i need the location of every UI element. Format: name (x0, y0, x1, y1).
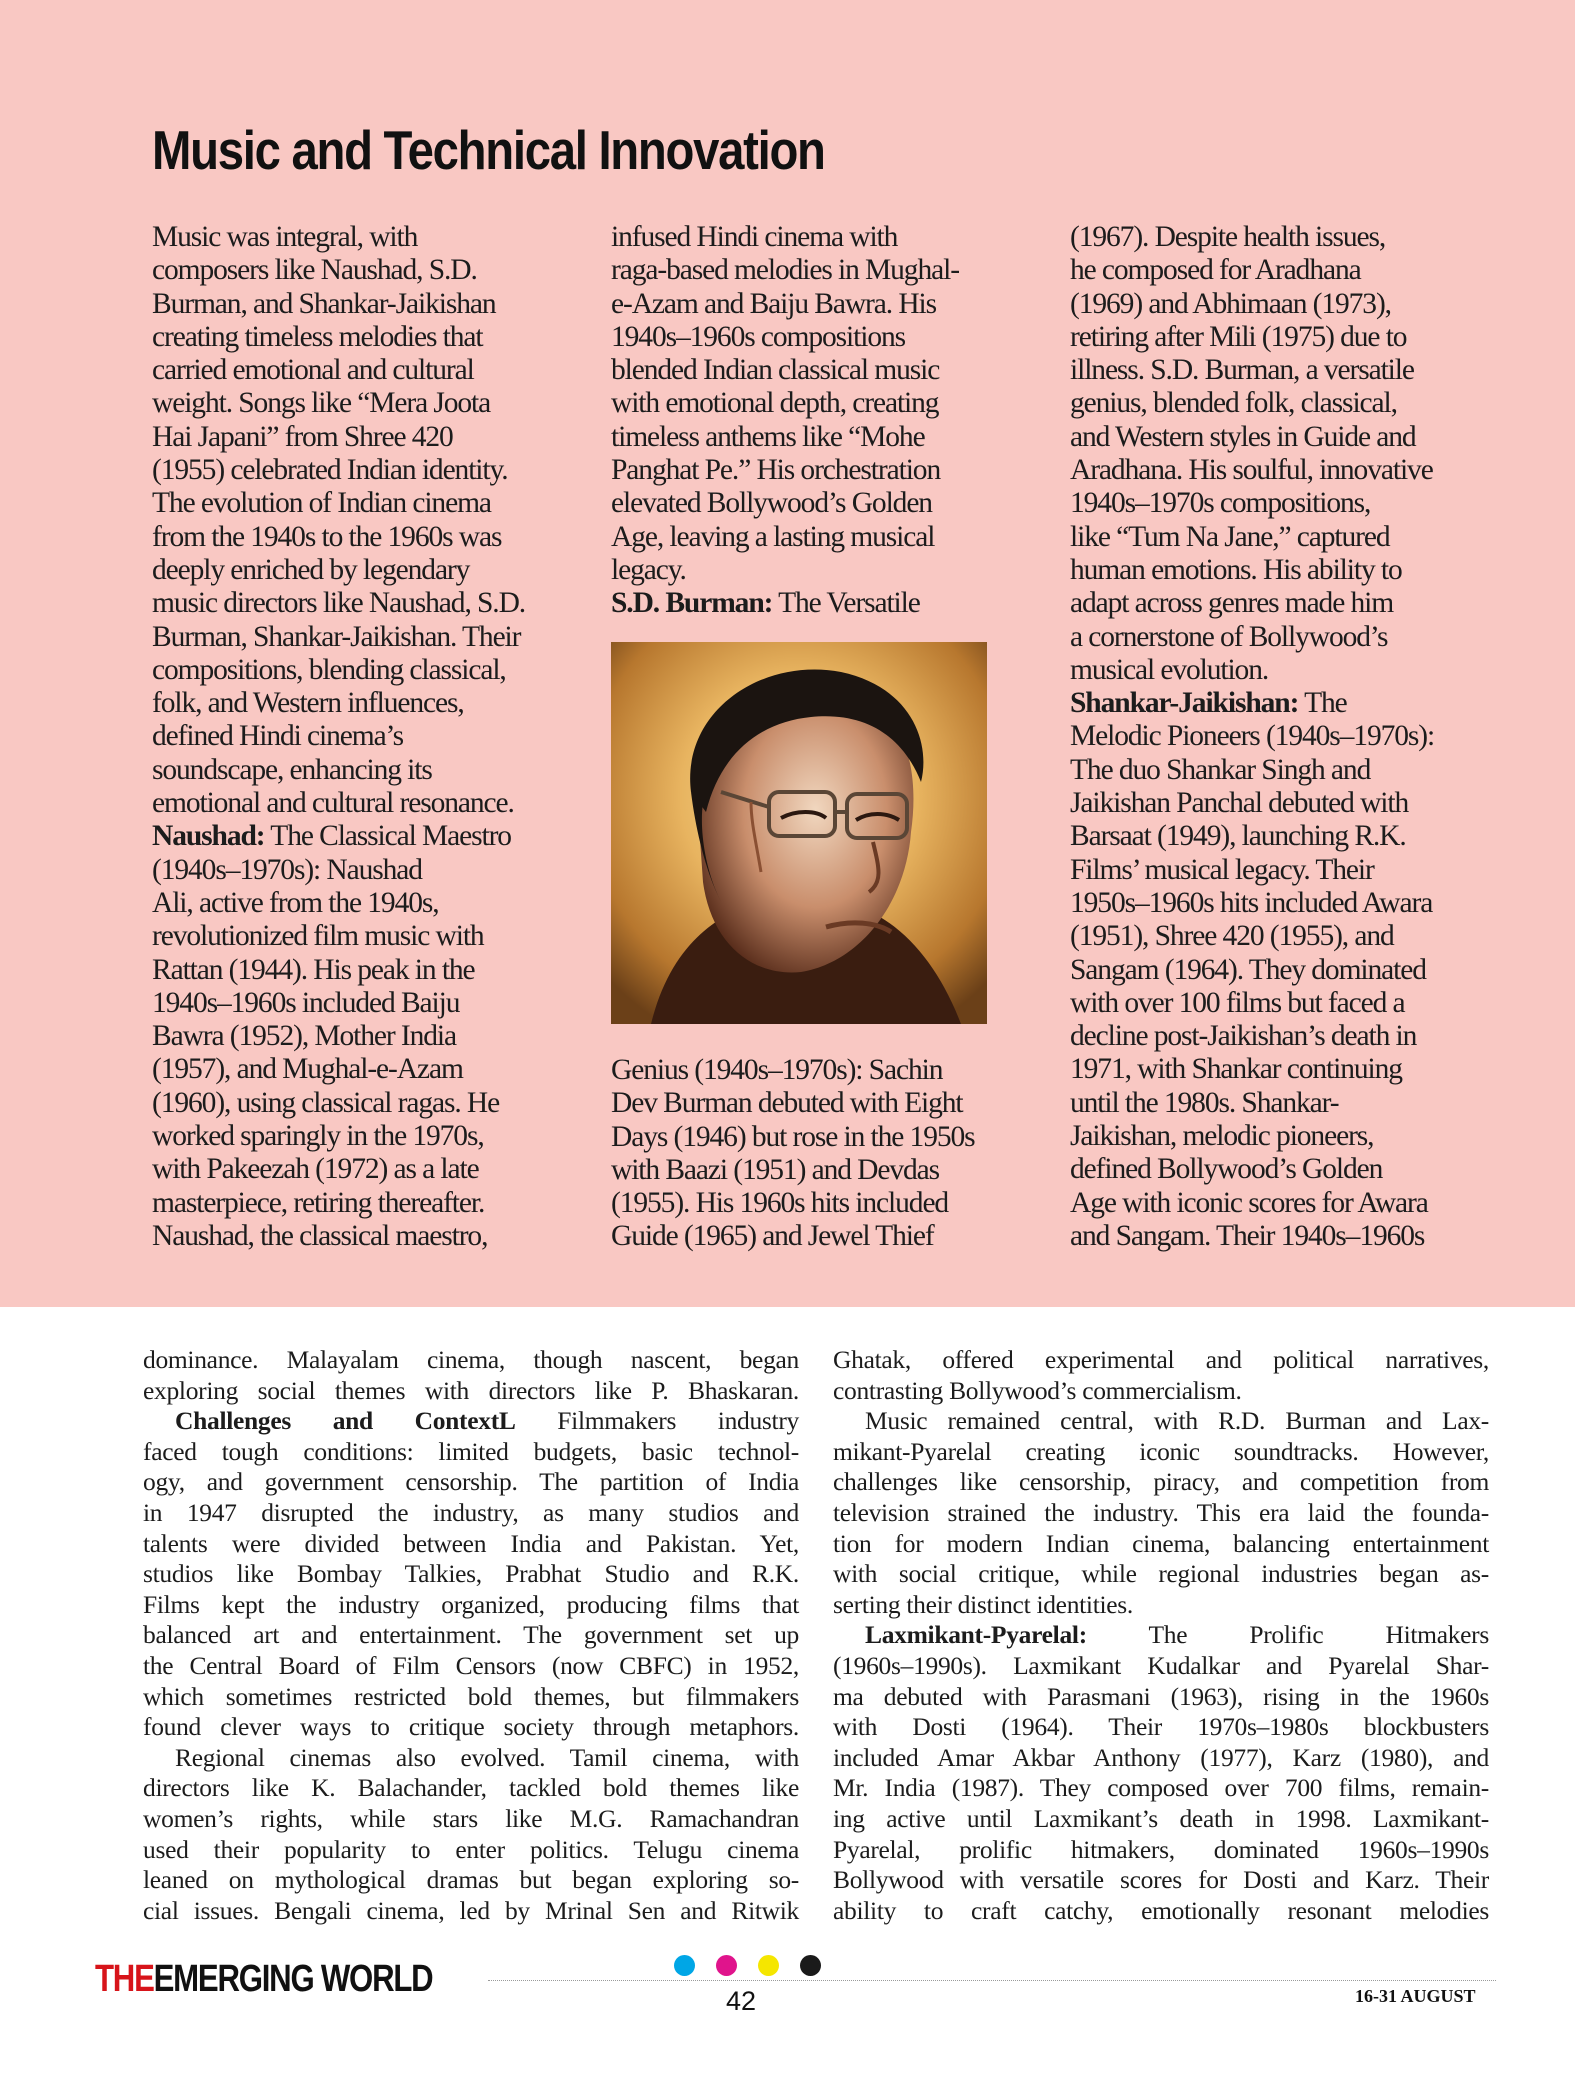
text-line: folk, and Western influences, (152, 687, 464, 720)
sd-burman-line-heading: S.D. Burman: (611, 587, 773, 620)
box-column-2-continued (611, 1054, 975, 1254)
text-line: from the 1940s to the 1960s was (152, 520, 502, 553)
shankar-line (1070, 687, 1500, 720)
text-line: included Amar Akbar Anthony (1977), Karz (1980), and (833, 1742, 1489, 1772)
text-line: a cornerstone of Bollywood’s (1070, 620, 1388, 653)
text-line: genius, blended folk, classical, (1070, 387, 1397, 420)
text-line: the Central Board of Film Censors (now CBFC) in 1952, (143, 1650, 799, 1680)
logo-emerging-world: EMERGING WORLD (153, 1958, 433, 2000)
cyan-dot (674, 1955, 695, 1976)
text-line: (1960s–1990s). Laxmikant Kudalkar and Pyarelal Shar- (833, 1650, 1489, 1680)
text-line: Rattan (1944). His peak in the (152, 953, 475, 986)
text-line: Regional cinemas also evolved. Tamil cinema, with (175, 1742, 799, 1772)
text-line: ability to craft catchy, emotionally resonant melodies (833, 1895, 1489, 1925)
text-line: musical evolution. (1070, 653, 1269, 686)
text-line: serting their distinct identities. (833, 1589, 1133, 1619)
sd-burman-portrait (611, 642, 987, 1024)
text-line: and Western styles in Guide and (1070, 420, 1416, 453)
text-line: Pyarelal, prolific hitmakers, dominated 1960s–1990s (833, 1834, 1489, 1864)
text-line: ing active until Laxmikant’s death in 1998. Laxmikant- (833, 1803, 1489, 1833)
text-line: Mr. India (1987). They composed over 700 films, remain- (833, 1773, 1489, 1803)
text-line: deeply enriched by legendary (152, 553, 470, 586)
text-line: Films kept the industry organized, producing films that (143, 1589, 799, 1619)
text-line: he composed for Aradhana (1070, 254, 1361, 287)
text-line: creating timeless melodies that (152, 320, 483, 353)
text-line: balanced art and entertainment. The government set up (143, 1620, 799, 1650)
text-line: which sometimes restricted bold themes, but filmmakers (143, 1681, 799, 1711)
sd-burman-line (611, 587, 1031, 620)
text-line: Jaikishan Panchal debuted with (1070, 787, 1409, 820)
text-line: Sangam (1964). They dominated (1070, 953, 1426, 986)
text-line: Bollywood with versatile scores for Dosti and Karz. Their (833, 1865, 1489, 1895)
text-line: used their popularity to enter politics. Telugu cinema (143, 1834, 799, 1864)
text-line: and Sangam. Their 1940s–1960s (1070, 1219, 1425, 1252)
text-line: challenges like censorship, piracy, and competition from (833, 1467, 1489, 1497)
text-line: (1957), and Mughal-e-Azam (152, 1053, 463, 1086)
text-line: compositions, blending classical, (152, 653, 506, 686)
text-line: 1971, with Shankar continuing (1070, 1053, 1402, 1086)
body-column-left (143, 1345, 799, 1926)
text-line: like “Tum Na Jane,” captured (1070, 520, 1390, 553)
text-line: The evolution of Indian cinema (152, 487, 491, 520)
text-line: directors like K. Balachander, tackled bold themes like (143, 1773, 799, 1803)
text-line: contrasting Bollywood’s commercialism. (833, 1375, 1242, 1405)
text-line: decline post-Jaikishan’s death in (1070, 1020, 1417, 1053)
text-line: Burman, Shankar-Jaikishan. Their (152, 620, 521, 653)
text-line: Aradhana. His soulful, innovative (1070, 454, 1433, 487)
box-column-1 (152, 221, 582, 1253)
publication-logo (95, 1958, 432, 2001)
text-line: mikant-Pyarelal creating iconic soundtracks. However, (833, 1436, 1489, 1466)
text-line: studios like Bombay Talkies, Prabhat Studio and R.K. (143, 1559, 799, 1589)
text-line: defined Hindi cinema’s (152, 720, 404, 753)
text-line: Guide (1965) and Jewel Thief (611, 1220, 934, 1253)
text-line: Age, leaving a lasting musical (611, 520, 935, 553)
text-line: Dev Burman debuted with Eight (611, 1087, 963, 1120)
text-line: with social critique, while regional industries began as- (833, 1559, 1489, 1589)
text-line: composers like Naushad, S.D. (152, 254, 477, 287)
text-line: soundscape, enhancing its (152, 753, 432, 786)
text-line: masterpiece, retiring thereafter. (152, 1186, 485, 1219)
text-line: dominance. Malayalam cinema, though nascent, began (143, 1345, 799, 1374)
text-line: emotional and cultural resonance. (152, 787, 514, 820)
challenges-line-text: Filmmakers industry (515, 1406, 799, 1436)
text-line: timeless anthems like “Mohe (611, 420, 925, 453)
page-number: 42 (726, 1986, 757, 2016)
text-line: music directors like Naushad, S.D. (152, 587, 526, 620)
magenta-dot (716, 1955, 737, 1976)
text-line: revolutionized film music with (152, 920, 484, 953)
text-line: worked sparingly in the 1970s, (152, 1120, 484, 1153)
text-line: Days (1946) but rose in the 1950s (611, 1120, 975, 1153)
text-line: Barsaat (1949), launching R.K. (1070, 820, 1406, 853)
text-line: Music was integral, with (152, 221, 418, 253)
text-line: television strained the industry. This era laid the founda- (833, 1497, 1489, 1527)
laxmikant-line (833, 1620, 1489, 1651)
text-line: Bawra (1952), Mother India (152, 1020, 456, 1053)
text-line: adapt across genres made him (1070, 587, 1394, 620)
text-line: defined Bollywood’s Golden (1070, 1153, 1383, 1186)
challenges-line-heading: Challenges and ContextL (175, 1406, 516, 1436)
naushad-line (152, 820, 582, 853)
text-line: legacy. (611, 553, 686, 586)
text-line: Jaikishan, melodic pioneers, (1070, 1120, 1374, 1153)
text-line: retiring after Mili (1975) due to (1070, 320, 1407, 353)
sd-burman-line-text: The Versatile (772, 587, 920, 620)
text-line: (1960), using classical ragas. He (152, 1086, 500, 1119)
text-line: Hai Japani” from Shree 420 (152, 420, 453, 453)
text-line: 1940s–1970s compositions, (1070, 487, 1371, 520)
text-line: Panghat Pe.” His orchestration (611, 454, 941, 487)
text-line: faced tough conditions: limited budgets, basic technol- (143, 1436, 799, 1466)
text-line: illness. S.D. Burman, a versatile (1070, 354, 1414, 387)
text-line: ogy, and government censorship. The partition of India (143, 1467, 799, 1497)
naushad-text: The Classical Maestro (264, 820, 511, 853)
text-line: Burman, and Shankar-Jaikishan (152, 287, 496, 320)
laxmikant-line-heading: Laxmikant-Pyarelal: (865, 1620, 1087, 1650)
text-line: until the 1980s. Shankar- (1070, 1086, 1339, 1119)
text-line: with over 100 films but faced a (1070, 986, 1405, 1019)
text-line: human emotions. His ability to (1070, 553, 1402, 586)
shankar-line-heading: Shankar-Jaikishan: (1070, 687, 1299, 720)
shankar-line-text: The (1298, 687, 1347, 720)
body-column-right (833, 1345, 1489, 1926)
text-line: with Pakeezah (1972) as a late (152, 1153, 479, 1186)
text-line: talents were divided between India and Pakistan. Yet, (143, 1528, 799, 1558)
text-line: Melodic Pioneers (1940s–1970s): (1070, 720, 1435, 753)
text-line: blended Indian classical music (611, 354, 940, 387)
text-line: (1955) celebrated Indian identity. (152, 454, 508, 487)
text-line: Ghatak, offered experimental and political narratives, (833, 1345, 1489, 1374)
laxmikant-line-text: The Prolific Hitmakers (1086, 1620, 1489, 1650)
challenges-line (143, 1406, 799, 1437)
footer-rule (488, 1980, 1496, 1981)
text-line: Genius (1940s–1970s): Sachin (611, 1054, 943, 1086)
box-column-2 (611, 221, 1031, 621)
text-line: women’s rights, while stars like M.G. Ramachandran (143, 1803, 799, 1833)
text-line: in 1947 disrupted the industry, as many studios and (143, 1497, 799, 1527)
text-line: Ali, active from the 1940s, (152, 886, 439, 919)
text-line: infused Hindi cinema with (611, 221, 898, 253)
box-column-3 (1070, 221, 1500, 1253)
logo-the: THE (95, 1958, 154, 2000)
yellow-dot (758, 1955, 779, 1976)
text-line: carried emotional and cultural (152, 354, 474, 387)
text-line: with Baazi (1951) and Devdas (611, 1153, 940, 1186)
text-line: Music remained central, with R.D. Burman and Lax- (865, 1406, 1489, 1436)
text-line: weight. Songs like “Mera Joota (152, 387, 491, 420)
text-line: 1940s–1960s compositions (611, 320, 906, 353)
issue-date: 16-31 AUGUST (1355, 1986, 1476, 2006)
text-line: Films’ musical legacy. Their (1070, 853, 1374, 886)
text-line: with emotional depth, creating (611, 387, 939, 420)
text-line: with Dosti (1964). Their 1970s–1980s blockbusters (833, 1712, 1489, 1742)
text-line: The duo Shankar Singh and (1070, 753, 1371, 786)
text-line: 1950s–1960s hits included Awara (1070, 886, 1433, 919)
text-line: 1940s–1960s included Baiju (152, 986, 460, 1019)
text-line: (1967). Despite health issues, (1070, 221, 1386, 253)
text-line: ma debuted with Parasmani (1963), rising in the 1960s (833, 1681, 1489, 1711)
text-line: found clever ways to critique society through metaphors. (143, 1712, 799, 1742)
black-dot (800, 1955, 821, 1976)
text-line: (1951), Shree 420 (1955), and (1070, 920, 1394, 953)
text-line: elevated Bollywood’s Golden (611, 487, 932, 520)
text-line: exploring social themes with directors like P. Bhaskaran. (143, 1375, 799, 1405)
text-line: Naushad, the classical maestro, (152, 1219, 488, 1252)
text-line: (1969) and Abhimaan (1973), (1070, 287, 1391, 320)
portrait-illustration (611, 642, 987, 1024)
text-line: cial issues. Bengali cinema, led by Mrinal Sen and Ritwik (143, 1895, 799, 1925)
text-line: Age with iconic scores for Awara (1070, 1186, 1428, 1219)
text-line: e-Azam and Baiju Bawra. His (611, 287, 937, 320)
naushad-heading: Naushad: (152, 820, 265, 853)
text-line: (1955). His 1960s hits included (611, 1187, 949, 1220)
text-line: raga-based melodies in Mughal- (611, 254, 959, 287)
text-line: leaned on mythological dramas but began exploring so- (143, 1865, 799, 1895)
box-title: Music and Technical Innovation (152, 119, 825, 181)
text-line: (1940s–1970s): Naushad (152, 853, 422, 886)
text-line: tion for modern Indian cinema, balancing entertainment (833, 1528, 1489, 1558)
